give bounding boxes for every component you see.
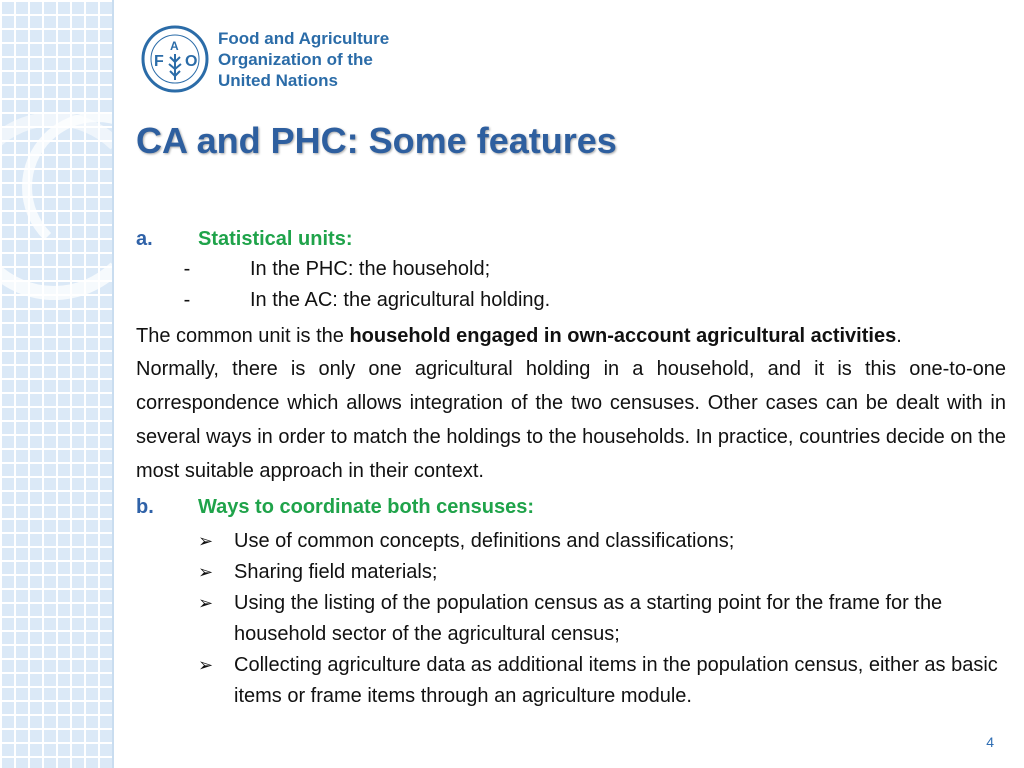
section-a-item <box>136 258 1006 289</box>
bullet-item <box>198 650 1006 712</box>
bullet-text: Sharing field materials; <box>234 561 438 583</box>
section-b-header <box>136 496 1006 526</box>
logo-line-2: Organization of the <box>218 49 373 69</box>
common-unit-suffix: . <box>896 325 902 347</box>
bullet-item <box>198 526 1006 557</box>
bullet-text: Using the listing of the population census as a starting point for the frame for the household sector of the agricultural census; <box>234 592 943 645</box>
bullet-text: Use of common concepts, definitions and classifications; <box>234 530 735 552</box>
logo-line-3: United Nations <box>218 70 338 90</box>
section-b-heading: Ways to coordinate both censuses: <box>198 496 534 518</box>
section-a-letter: a. <box>136 228 153 250</box>
bullet-item <box>198 588 1006 650</box>
section-a-header <box>136 228 1006 258</box>
svg-text:A: A <box>170 39 179 53</box>
fao-emblem-icon <box>140 24 210 94</box>
svg-text:F: F <box>154 53 164 70</box>
dash-marker: - <box>183 289 191 311</box>
logo-line-1: Food and Agriculture <box>218 28 390 48</box>
arrow-bullet-icon: ➢ <box>198 531 214 551</box>
section-a-item-text: In the AC: the agricultural holding. <box>250 289 551 311</box>
section-b-letter: b. <box>136 496 154 518</box>
section-a-heading: Statistical units: <box>198 228 353 250</box>
common-unit-sentence <box>136 320 1006 352</box>
fao-logo <box>140 24 389 94</box>
section-b-bullet-list <box>198 526 1006 712</box>
arrow-bullet-icon: ➢ <box>198 655 214 675</box>
svg-text:O: O <box>185 53 198 70</box>
common-unit-bold: household engaged in own-account agricultural activities <box>349 325 897 347</box>
arrow-bullet-icon: ➢ <box>198 593 214 613</box>
correspondence-paragraph: Normally, there is only one agricultural holding in a household, and it is this one-to-one correspondence which allows integration of the two censuses. Other cases can be dealt with in several ways in order to match the holdings to the households. In practice, countries decide on the most suitable approach in their context. <box>136 358 1006 482</box>
page-number: 4 <box>986 734 994 750</box>
arrow-bullet-icon: ➢ <box>198 562 214 582</box>
side-decoration-band <box>0 0 112 768</box>
section-a-item <box>136 289 1006 320</box>
common-unit-prefix: The common unit is the <box>136 325 350 347</box>
bullet-text: Collecting agriculture data as additional items in the population census, either as basic items or frame items through an agriculture module. <box>234 654 998 707</box>
logo-text <box>218 28 389 91</box>
section-a-item-text: In the PHC: the household; <box>250 258 491 280</box>
slide-content <box>136 228 1006 712</box>
dash-marker: - <box>183 258 191 280</box>
slide-title: CA and PHC: Some features <box>136 120 617 161</box>
bullet-item <box>198 557 1006 588</box>
